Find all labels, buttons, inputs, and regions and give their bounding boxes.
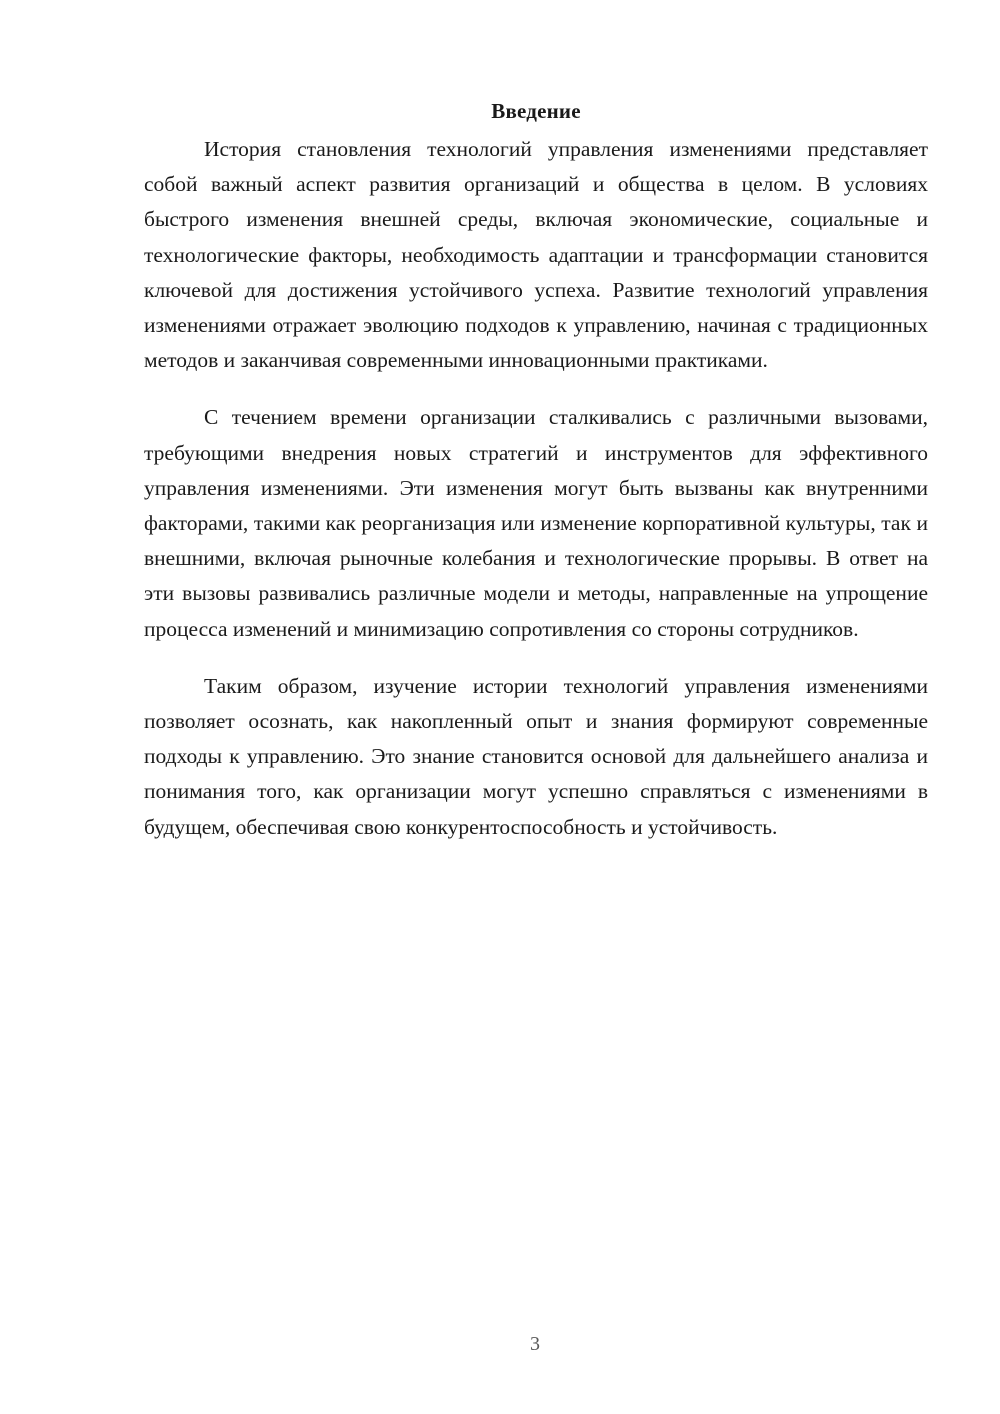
paragraph-3: Таким образом, изучение истории технологий управления изменениями позволяет осознать, как накопленный опыт и знания формируют современные подходы к управлению. Это знание становится основой для дальнейшего анализа и понимания того, как организации могут успешно справляться с изменениями в будущем, обеспечивая свою конкурентоспособность и устойчивость. xyxy=(144,673,928,839)
paragraph-2: С течением времени организации сталкивались с различными вызовами, требующими внедрения новых стратегий и инструментов для эффективного управления изменениями. Эти изменения могут быть вызваны как внутренними факторами, такими как реорганизация или изменение корпоративной культуры, так и внешними, включая рыночные колебания и технологические прорывы. В ответ на эти вызовы развивались различные модели и методы, направленные на упрощение процесса изменений и минимизацию сопротивления со стороны сотрудников. xyxy=(144,405,928,641)
paragraph-1: История становления технологий управления изменениями представляет собой важный аспект развития организаций и общества в целом. В условиях быстрого изменения внешней среды, включая экономические, социальные и технологические факторы, необходимость адаптации и трансформации становится ключевой для достижения устойчивого успеха. Развитие технологий управления изменениями отражает эволюцию подходов к управлению, начиная с традиционных методов и заканчивая современными инновационными практиками. xyxy=(144,137,928,373)
page-number: 3 xyxy=(530,1333,540,1355)
section-title: Введение xyxy=(491,99,581,123)
page-content xyxy=(144,96,928,867)
